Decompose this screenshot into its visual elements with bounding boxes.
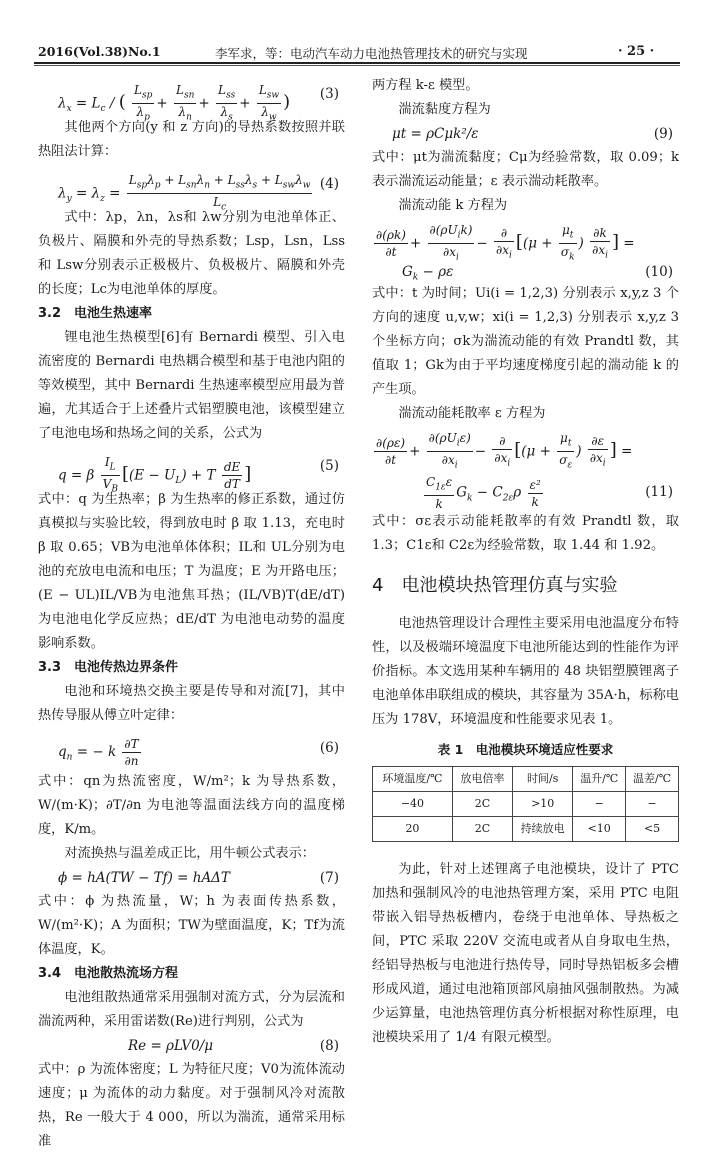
table-cell: 2C (452, 792, 512, 817)
section-3-2-heading: 3.2 电池生热速率 (38, 306, 153, 321)
equation-9-body: μt = ρCμk²/ε (392, 126, 479, 142)
table-cell: 20 (373, 817, 453, 842)
section-3-4-heading: 3.4 电池散热流场方程 (38, 966, 179, 981)
table-row (373, 792, 679, 817)
equation-6-number: (6) (319, 740, 339, 756)
journal-issue: 2016(Vol.38)No.1 (38, 44, 161, 59)
para-4: 电池热管理设计合理性主要采用电池温度分布特性，以及极端环境温度下电池所能达到的性能作为评价指标。本文选用某种车辆用的 48 块铝塑膜锂离子电池单体串联组成的模块，其容量为 35A·h，标称电压为 178V，环境温度和性能要求见表 1。 (372, 616, 679, 727)
para-k-equation: 湍流动能 k 方程为 (398, 198, 508, 213)
table-cell: 持续放电 (513, 817, 573, 842)
para-after-eq6: 式中：qn为热流密度，W/m²；k 为导热系数，W/(m·K)；∂T/∂n 为电池等温面法线方向的温度梯度，K/m。 (38, 774, 345, 837)
table-row (373, 817, 679, 842)
equation-11: $\frac{\partial(\rho\varepsilon)}{\partial t}$ + $\frac{\partial(\rho U_i\varepsilon)}{\partial x_i}$ − $\frac{\partial}{\partial x_i}$ [(μ + $\frac{\mu_t}{\sigma_\varepsilon}$ ) $\frac{\partial\varepsilon}{\partial x_i}$ ] = $\frac{C_{1\varepsilon}\varepsilon}{k}$ $G_k - C_{2\varepsilon}\rho$ $\frac{\text{ε²}}{k}$ (11) (376, 431, 673, 512)
equation-5: q = β $\frac{I_L}{V_B}$ [$(E - U_L) + T$ $\frac{dE}{dT}$ ] (5) (58, 455, 339, 495)
para-after-eq5: 式中：q 为生热率；β 为生热率的修正系数，通过仿真模拟与实验比较，得到放电时 β 取 1.13，充电时 β 取 0.65；VB为电池单体体积；IL和 UL分别为电池的充放电电流和电压；T 为温度；E 为开路电压；(E − UL)IL/VB为电池焦耳热；(IL/VB)T(dE/dT) 为电池电化学反应热；dE/dT 为电池电动势的温度影响系数。 (38, 492, 345, 651)
header-rule-thin (34, 65, 680, 66)
para-epsilon-equation: 湍流动能耗散率 ε 方程为 (398, 406, 546, 421)
table-cell: <10 (573, 817, 626, 842)
equation-8-number: (8) (319, 1038, 339, 1054)
para-viscosity: 湍流黏度方程为 (398, 102, 491, 117)
para-after-eq9: 式中：μt为湍流黏度；Cμ为经验常数，取 0.09；k 表示湍流运动能量；ε 表示湍动耗散率。 (372, 150, 679, 189)
para-3-3: 电池和环境热交换主要是传导和对流[7]，其中热传导服从傅立叶定律： (38, 684, 345, 723)
para-after-eq7: 式中：ϕ 为热流量，W；h 为表面传热系数，W/(m²·K)；A 为面积；TW为壁面温度，K；Tf为流体温度，K。 (38, 894, 345, 957)
table-header-cell: 温差/℃ (626, 767, 679, 792)
section-3-3-heading: 3.3 电池传热边界条件 (38, 660, 179, 675)
equation-8-body: Re = ρLV0/μ (128, 1038, 214, 1054)
equation-4: $\lambda_y = \lambda_z$ = $\frac{L_{sp}\lambda_p + L_{sn}\lambda_n + L_{ss}\lambda_s + L_{sw}\lambda_w}{L_c}$ (4) (58, 173, 339, 213)
para-last: 为此，针对上述锂离子电池模块，设计了 PTC 加热和强制风冷的电池热管理方案，采用 PTC 电阻带嵌入铝导热板槽内，卷绕于电池单体、导热板之间，PTC 采取 220V 交流电或者从自身取电生热，经铝导热板与电池进行热传导，同时导热铝板多会槽形成风道，通过电池箱顶部风扇抽风强制散热。为减少运算量，电池热管理仿真分析根据对称性原理，电池模块采用了 1/4 有限元模型。 (372, 862, 679, 1045)
left-column (38, 74, 345, 1154)
equation-10: $\frac{\partial(\rho k)}{\partial t}$ + $\frac{\partial(\rho U_ik)}{\partial x_i}$ − $\frac{\partial}{\partial x_i}$ [(μ + $\frac{\mu_t}{\sigma_k}$ ) $\frac{\partial k}{\partial x_i}$ ] = $G_k - \rho\varepsilon$ (10) (376, 223, 673, 283)
table-1-title: 表 1 电池模块环境适应性要求 (437, 742, 614, 757)
page-number: · 25 · (618, 44, 655, 59)
equation-10-number: (10) (645, 264, 673, 280)
equation-9-number: (9) (653, 126, 673, 142)
para-top: 两方程 k-ε 模型。 (372, 78, 479, 93)
table-header-cell: 温升/℃ (573, 767, 626, 792)
table-cell: −40 (373, 792, 453, 817)
header-rule (34, 62, 680, 64)
para-3-4: 电池组散热通常采用强制对流方式，分为层流和湍流两种，采用雷诺数(Re)进行判别，公式为 (38, 990, 345, 1029)
para-after-eq4: 式中：λp，λn，λs和 λw分别为电池单体正、负极片、隔膜和外壳的导热系数；Lsp，Lsn，Lss和 Lsw分别表示正极极片、负极极片、隔膜和外壳的长度；Lc为电池单体的厚度。 (38, 210, 345, 297)
page-header (0, 0, 715, 62)
equation-3-number: (3) (319, 86, 339, 102)
para-3-2: 锂电池生热模型[6]有 Bernardi 模型、引入电流密度的 Bernardi 电热耦合模型和基于电池内阻的等效模型，其中 Bernardi 生热速率模型应用最为普遍，尤其适合于上述叠片式铝塑膜电池，该模型建立了电池电场和热场之间的关系，公式为 (38, 330, 345, 441)
equation-6: $q_n$ = − k $\frac{\partial T}{\partial n}$ (6) (58, 737, 339, 768)
table-header-cell: 时间/s (513, 767, 573, 792)
para-convection: 对流换热与温差成正比，用牛顿公式表示： (64, 846, 315, 861)
table-cell: 2C (452, 817, 512, 842)
equation-7-body: ϕ = hA(TW − Tf) = hAΔT (58, 870, 230, 886)
para-after-eq10: 式中：t 为时间；Ui(i = 1,2,3) 分别表示 x,y,z 3 个方向的速度 u,v,w；xi(i = 1,2,3) 分别表示 x,y,z 3 个坐标方向；σk为湍流动能的有效 Prandtl 数，其值取 1；Gk为由于平均速度梯度引起的湍动能 k 的产生项。 (372, 286, 679, 397)
equation-11-number: (11) (645, 484, 673, 500)
table-cell: >10 (513, 792, 573, 817)
running-title: 李军求，等：电动汽车动力电池热管理技术的研究与实现 (215, 46, 528, 61)
equation-7-number: (7) (319, 870, 339, 886)
section-4-heading: 4 电池模块热管理仿真与实验 (372, 575, 618, 596)
para-after-eq11: 式中：σε表示动能耗散率的有效 Prandtl 数，取 1.3；C1ε和 C2ε为经验常数，取 1.44 和 1.92。 (372, 514, 679, 553)
equation-5-number: (5) (319, 458, 339, 474)
equation-8 (38, 1034, 345, 1058)
table-cell: − (573, 792, 626, 817)
para-after-eq8: 式中：ρ 为流体密度；L 为特征尺度；V0为流体流动速度；μ 为流体的动力黏度。对于强制风冷对流散热，Re 一般大于 4 000，所以为湍流，通常采用标准 (38, 1062, 345, 1149)
table-cell: − (626, 792, 679, 817)
equation-3: $\lambda_x = L_c$ / ( $\frac{L_{sp}}{\lambda_p}$ + $\frac{L_{sn}}{\lambda_n}$ + $\frac{L_{ss}}{\lambda_s}$ + $\frac{L_{sw}}{\lambda_w}$ ) (3) (58, 83, 339, 123)
equation-9 (372, 122, 679, 146)
table-header-row (373, 767, 679, 792)
equation-7 (38, 866, 345, 890)
table-header-cell: 环境温度/℃ (373, 767, 453, 792)
equation-4-number: (4) (319, 176, 339, 192)
table-header-cell: 放电倍率 (452, 767, 512, 792)
para-after-eq3: 其他两个方向(y 和 z 方向)的导热系数按照并联热阻法计算： (38, 120, 345, 159)
table-cell: <5 (626, 817, 679, 842)
table-1 (372, 766, 679, 842)
right-column (372, 74, 679, 1050)
